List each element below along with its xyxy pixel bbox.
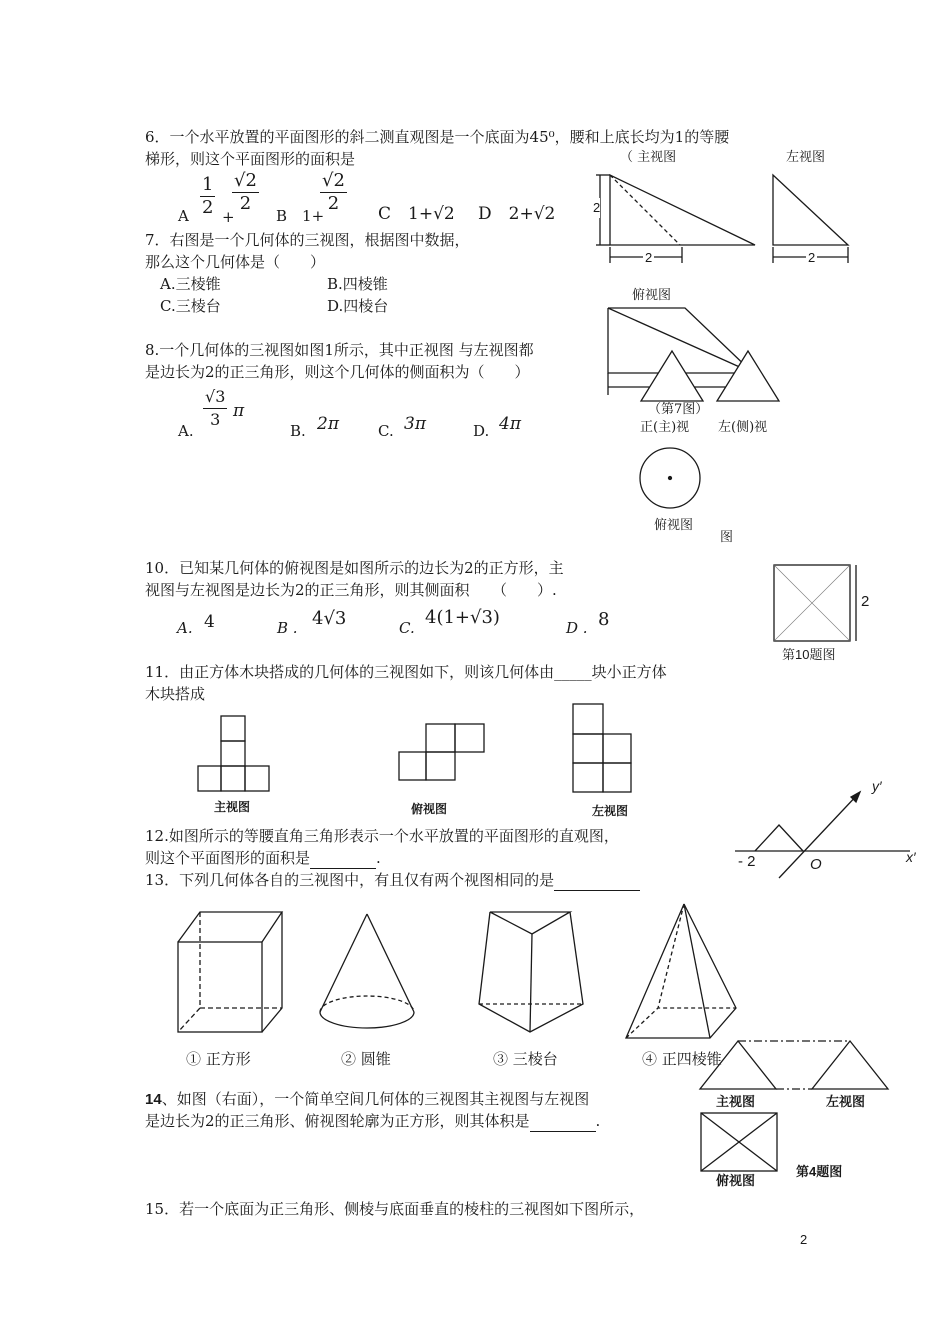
q12-line2-wrap xyxy=(145,848,381,869)
q10-option-c-value: 4(1+√3) xyxy=(425,607,500,628)
q12-line1: 12.如图所示的等腰直角三角形表示一个水平放置的平面图形的直观图， xyxy=(145,827,619,845)
q8-line1: 8.一个几何体的三视图如图1所示，其中正视图 与左视图都 xyxy=(145,341,534,359)
q13-answer-blank xyxy=(554,870,640,891)
q7-figure-caption: （第7图） xyxy=(648,402,709,417)
q7-option-a: A.三棱锥 xyxy=(160,275,221,293)
numerator: 1 xyxy=(202,174,214,195)
q6-option-a: A xyxy=(178,207,189,225)
q7-line1: 7．右图是一个几何体的三视图，根据图中数据， xyxy=(145,231,470,249)
q11-top-view-label: 俯视图 xyxy=(411,802,448,816)
q8-side-view-label: 左(侧)视 xyxy=(718,420,768,435)
q7-option-b: B.四棱锥 xyxy=(327,275,388,293)
q10-option-b-value: 4√3 xyxy=(312,608,347,629)
q14-front-triangle xyxy=(700,1041,776,1089)
q11-front-view-label: 主视图 xyxy=(214,800,251,814)
q11-top-cube xyxy=(426,724,455,752)
q14-side-triangle xyxy=(812,1041,888,1089)
q8-figure-tu: 图 xyxy=(720,530,734,545)
q8-line2: 是边长为2的正三角形，则这个几何体的侧面积为（ ） xyxy=(145,363,530,381)
q7-line2: 那么这个几何体是（ ） xyxy=(145,253,326,271)
q10-option-a: A. xyxy=(177,619,193,637)
q14-line2-end: . xyxy=(595,1112,601,1130)
q13-pyramid-solid xyxy=(626,904,736,1038)
q6-option-a-fraction-1 xyxy=(200,174,215,219)
q10-figure-caption: 第10题图 xyxy=(782,647,836,662)
q6-option-c: C 1+√2 xyxy=(378,204,455,224)
q11-line2: 木块搭成 xyxy=(145,685,206,703)
q11-side-view-figure xyxy=(571,702,641,802)
q8-side-triangle xyxy=(717,351,779,401)
q11-front-view-figure xyxy=(196,714,276,794)
q10-line2: 视图与左视图是边长为2的正三角形，则其侧面积 （ ）. xyxy=(145,581,557,599)
q8-option-b: B. xyxy=(290,422,306,440)
q8-top-view-label: 俯视图 xyxy=(654,518,694,533)
numerator: √2 xyxy=(234,170,257,191)
q8-front-view-label: 正(主)视 xyxy=(640,420,690,435)
q8-front-side-view-figure xyxy=(635,347,795,407)
q11-front-cube xyxy=(221,716,245,741)
q11-line1: 11．由正方体木块搭成的几何体的三视图如下，则该几何体由_____块小正方体 xyxy=(145,663,667,681)
q14-line1: 、如图（右面），一个简单空间几何体的三视图其主视图与左视图 xyxy=(161,1090,590,1108)
page-number: 2 xyxy=(800,1232,808,1247)
q13-cone-solid xyxy=(320,914,414,1028)
q12-neg2-label: - 2 xyxy=(738,853,756,870)
q12-triangle xyxy=(755,825,803,851)
q8-top-view-figure xyxy=(638,448,708,518)
q6-option-b: B 1+ xyxy=(276,207,325,225)
q13-cube-solid xyxy=(178,912,282,1032)
q6-option-b-fraction xyxy=(320,170,347,215)
numerator: √3 xyxy=(203,386,227,409)
q10-option-d: D . xyxy=(566,619,588,637)
q10-top-view-figure xyxy=(772,563,872,653)
q11-side-view-label: 左视图 xyxy=(592,804,629,818)
q13-line1-wrap xyxy=(145,870,640,891)
q6-line2: 梯形，则这个平面图形的面积是 xyxy=(145,150,356,168)
q13-frustum-solid xyxy=(479,912,583,1032)
q8-option-c-value: 3π xyxy=(404,414,426,434)
q7-front-side-view-figure xyxy=(590,165,890,305)
q10-option-c: C. xyxy=(399,619,415,637)
q12-line2-end: . xyxy=(376,849,381,867)
q14-line1-wrap xyxy=(145,1089,589,1110)
q13-label-4: ④ 正四棱锥 xyxy=(642,1050,722,1068)
q12-answer-blank xyxy=(310,848,376,869)
q8-front-triangle xyxy=(641,351,703,401)
q12-line2: 则这个平面图形的面积是 xyxy=(145,849,311,867)
q10-option-a-value: 4 xyxy=(204,612,215,632)
q8-option-d: D. xyxy=(473,422,490,440)
q7-dim-front: 2 xyxy=(643,248,654,268)
q6-option-a-fraction-2 xyxy=(232,170,259,215)
q13-label-3: ③ 三棱台 xyxy=(493,1050,558,1068)
denominator: 2 xyxy=(202,197,214,218)
q14-number: 14 xyxy=(145,1091,162,1108)
q14-line2: 是边长为2的正三角形、俯视图轮廓为正方形，则其体积是 xyxy=(145,1112,530,1130)
q13-line1: 13．下列几何体各自的三视图中，有且仅有两个视图相同的是 xyxy=(145,871,555,889)
q11-side-cube xyxy=(573,704,603,734)
q7-top-view-label: 俯视图 xyxy=(632,288,672,303)
q14-top-view-label: 俯视图 xyxy=(716,1173,756,1188)
q14-line2-wrap xyxy=(145,1111,600,1132)
q7-front-triangle xyxy=(610,175,755,245)
q8-top-center-dot xyxy=(669,477,672,480)
q10-line1: 10．已知某几何体的俯视图是如图所示的边长为2的正方形，主 xyxy=(145,559,564,577)
q7-front-hidden-edge xyxy=(610,175,680,245)
q12-origin-label: O xyxy=(810,856,822,873)
denominator: 2 xyxy=(239,193,252,214)
q8-option-a-fraction xyxy=(203,386,227,431)
q11-top-view-figure xyxy=(397,722,497,792)
q15-line1: 15．若一个底面为正三角形、侧棱与底面垂直的棱柱的三视图如下图所示， xyxy=(145,1200,645,1218)
q14-side-view-label: 左视图 xyxy=(826,1094,866,1109)
q8-option-c: C. xyxy=(378,422,394,440)
q14-front-view-label: 主视图 xyxy=(716,1094,756,1109)
q10-option-d-value: 8 xyxy=(598,609,610,630)
q14-answer-blank xyxy=(530,1111,596,1132)
q12-axes-figure xyxy=(735,780,935,880)
q13-label-1: ① 正方形 xyxy=(186,1050,251,1068)
q8-option-b-value: 2π xyxy=(317,414,339,434)
q7-front-view-label: （ 主视图 xyxy=(620,150,677,165)
q13-solids-figure xyxy=(170,900,730,1050)
q12-x-axis-label: x′ xyxy=(906,849,916,865)
numerator: √2 xyxy=(322,170,345,191)
q8-option-d-value: 4π xyxy=(499,414,521,434)
q6-option-a-plus: + xyxy=(222,208,235,226)
q14-figure-caption: 第4题图 xyxy=(796,1164,843,1179)
q7-dim-height: 2 xyxy=(593,198,600,218)
q10-dim-label: 2 xyxy=(861,593,870,610)
q10-option-b: B . xyxy=(277,619,298,637)
denominator: 2 xyxy=(327,193,340,214)
q8-option-a-pi: π xyxy=(233,401,245,421)
denominator: 3 xyxy=(210,410,221,429)
q7-side-view-label: 左视图 xyxy=(786,150,826,165)
q12-y-axis-label: y′ xyxy=(872,778,882,794)
q7-side-triangle xyxy=(773,175,848,245)
q7-option-c: C.三棱台 xyxy=(160,297,221,315)
q7-option-d: D.四棱台 xyxy=(327,297,389,315)
q7-dim-side: 2 xyxy=(806,248,817,268)
q6-option-d: D 2+√2 xyxy=(478,204,556,224)
q6-line1: 6．一个水平放置的平面图形的斜二测直观图是一个底面为45⁰，腰和上底长均为1的等腰 xyxy=(145,128,730,146)
q13-label-2: ② 圆锥 xyxy=(341,1050,391,1068)
q8-option-a: A. xyxy=(178,422,194,440)
